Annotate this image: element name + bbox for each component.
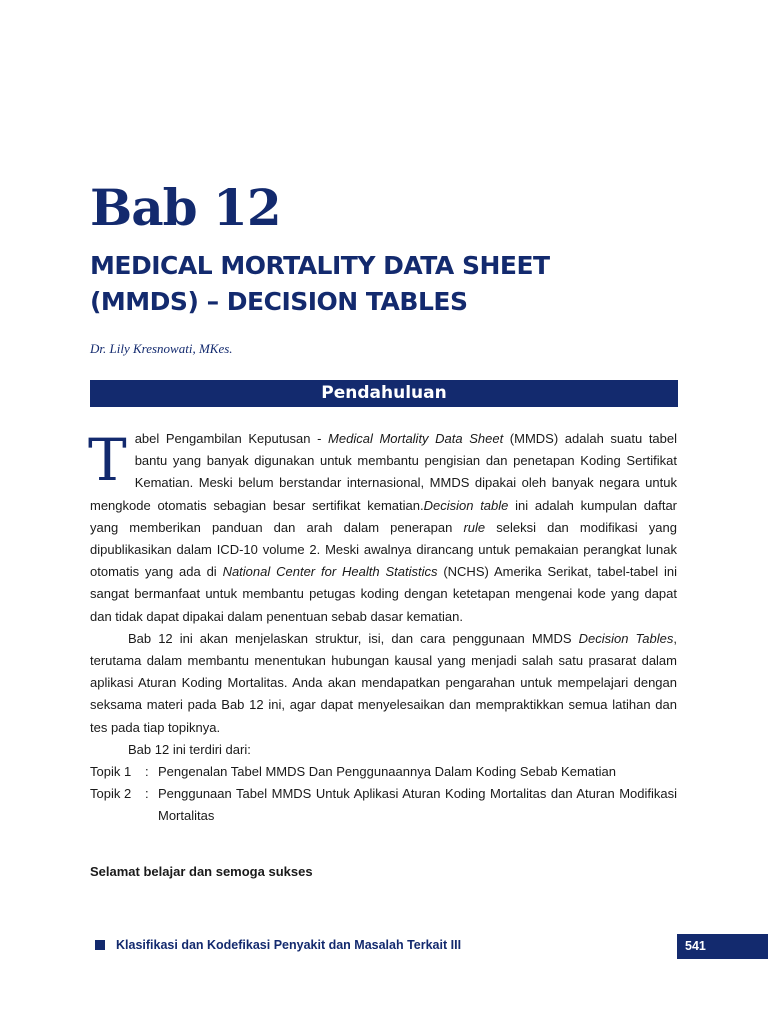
text-run: Bab 12 ini akan menjelaskan struktur, isi, dan cara penggunaan MMDS (128, 630, 579, 646)
author-name: Dr. Lily Kresnowati, MKes. (90, 341, 233, 356)
italic-term: National Center for Health Statistics (222, 564, 438, 580)
italic-term: Decision Tables (578, 630, 674, 646)
intro-paragraph-2 (90, 628, 677, 739)
text-run: ini adalah kumpulan daftar yang memberikan panduan dan arah dalam penerapan (90, 497, 678, 535)
intro-paragraph-3: Bab 12 ini terdiri dari: (128, 741, 251, 757)
italic-term: Medical Mortality Data Sheet (328, 431, 504, 446)
text-run: abel Pengambilan Keputusan - (134, 431, 329, 446)
topic-list (90, 761, 677, 828)
intro-paragraph-1 (90, 428, 677, 628)
topic-separator: : (145, 764, 149, 780)
text-run: seleksi dan modifikasi yang dipublikasikan dalam ICD-10 volume 2. Meski awalnya dirancang untuk pemakaian perangkat lunak otomatis yang ada di (90, 519, 678, 580)
topic-text: Penggunaan Tabel MMDS Untuk Aplikasi Aturan Koding Mortalitas dan Aturan Modifikasi Mortalitas (158, 786, 677, 824)
text-run: (NCHS) Amerika Serikat, tabel-tabel ini sangat bermanfaat untuk membantu petugas koding dengan ketetapan mengenai kode yang dapat dan tidak dapat dipakai dalam penentuan sebab dasar kematian. (90, 564, 677, 624)
body-text (90, 428, 677, 828)
italic-term: rule (463, 519, 486, 535)
page-number: 541 (677, 934, 768, 959)
footer-square-icon (95, 940, 105, 950)
topic-separator: : (145, 786, 149, 802)
italic-term: Decision table (423, 497, 509, 513)
chapter-subtitle (90, 248, 550, 320)
topic-label: Topik 1 (90, 764, 132, 780)
closing-remark: Selamat belajar dan semoga sukses (90, 864, 313, 879)
chapter-subtitle-line-2: (MMDS) – DECISION TABLES (90, 287, 468, 316)
drop-cap: T (88, 426, 127, 494)
topic-item (90, 783, 677, 827)
chapter-title: Bab 12 (90, 178, 281, 237)
footer-book-title: Klasifikasi dan Kodefikasi Penyakit dan Masalah Terkait III (116, 938, 462, 952)
section-heading-banner: Pendahuluan (90, 380, 678, 407)
topic-text: Pengenalan Tabel MMDS Dan Penggunaannya Dalam Koding Sebab Kematian (158, 764, 616, 780)
text-run: , terutama dalam membantu menentukan hubungan kausal yang menjadi salah satu prasarat dalam aplikasi Aturan Koding Mortalitas. Anda akan mendapatkan pengarahan untuk mempelajari dengan seksama materi pada Bab 12 ini, agar dapat menyelesaikan dan mempraktikkan semua latihan dan tes pada tiap topiknya. (90, 630, 677, 735)
chapter-subtitle-line-1: MEDICAL MORTALITY DATA SHEET (90, 251, 550, 280)
text-run: (MMDS) adalah suatu tabel bantu yang banyak digunakan untuk membantu pengisian dan penetapan Koding Sertifikat Kematian. Meski belum berstandar internasional, MMDS dipakai oleh banyak negara untuk mengkode otomatis sebagian besar sertifikat kematian. (90, 431, 678, 513)
topic-label: Topik 2 (90, 786, 132, 802)
topic-item (90, 761, 677, 783)
